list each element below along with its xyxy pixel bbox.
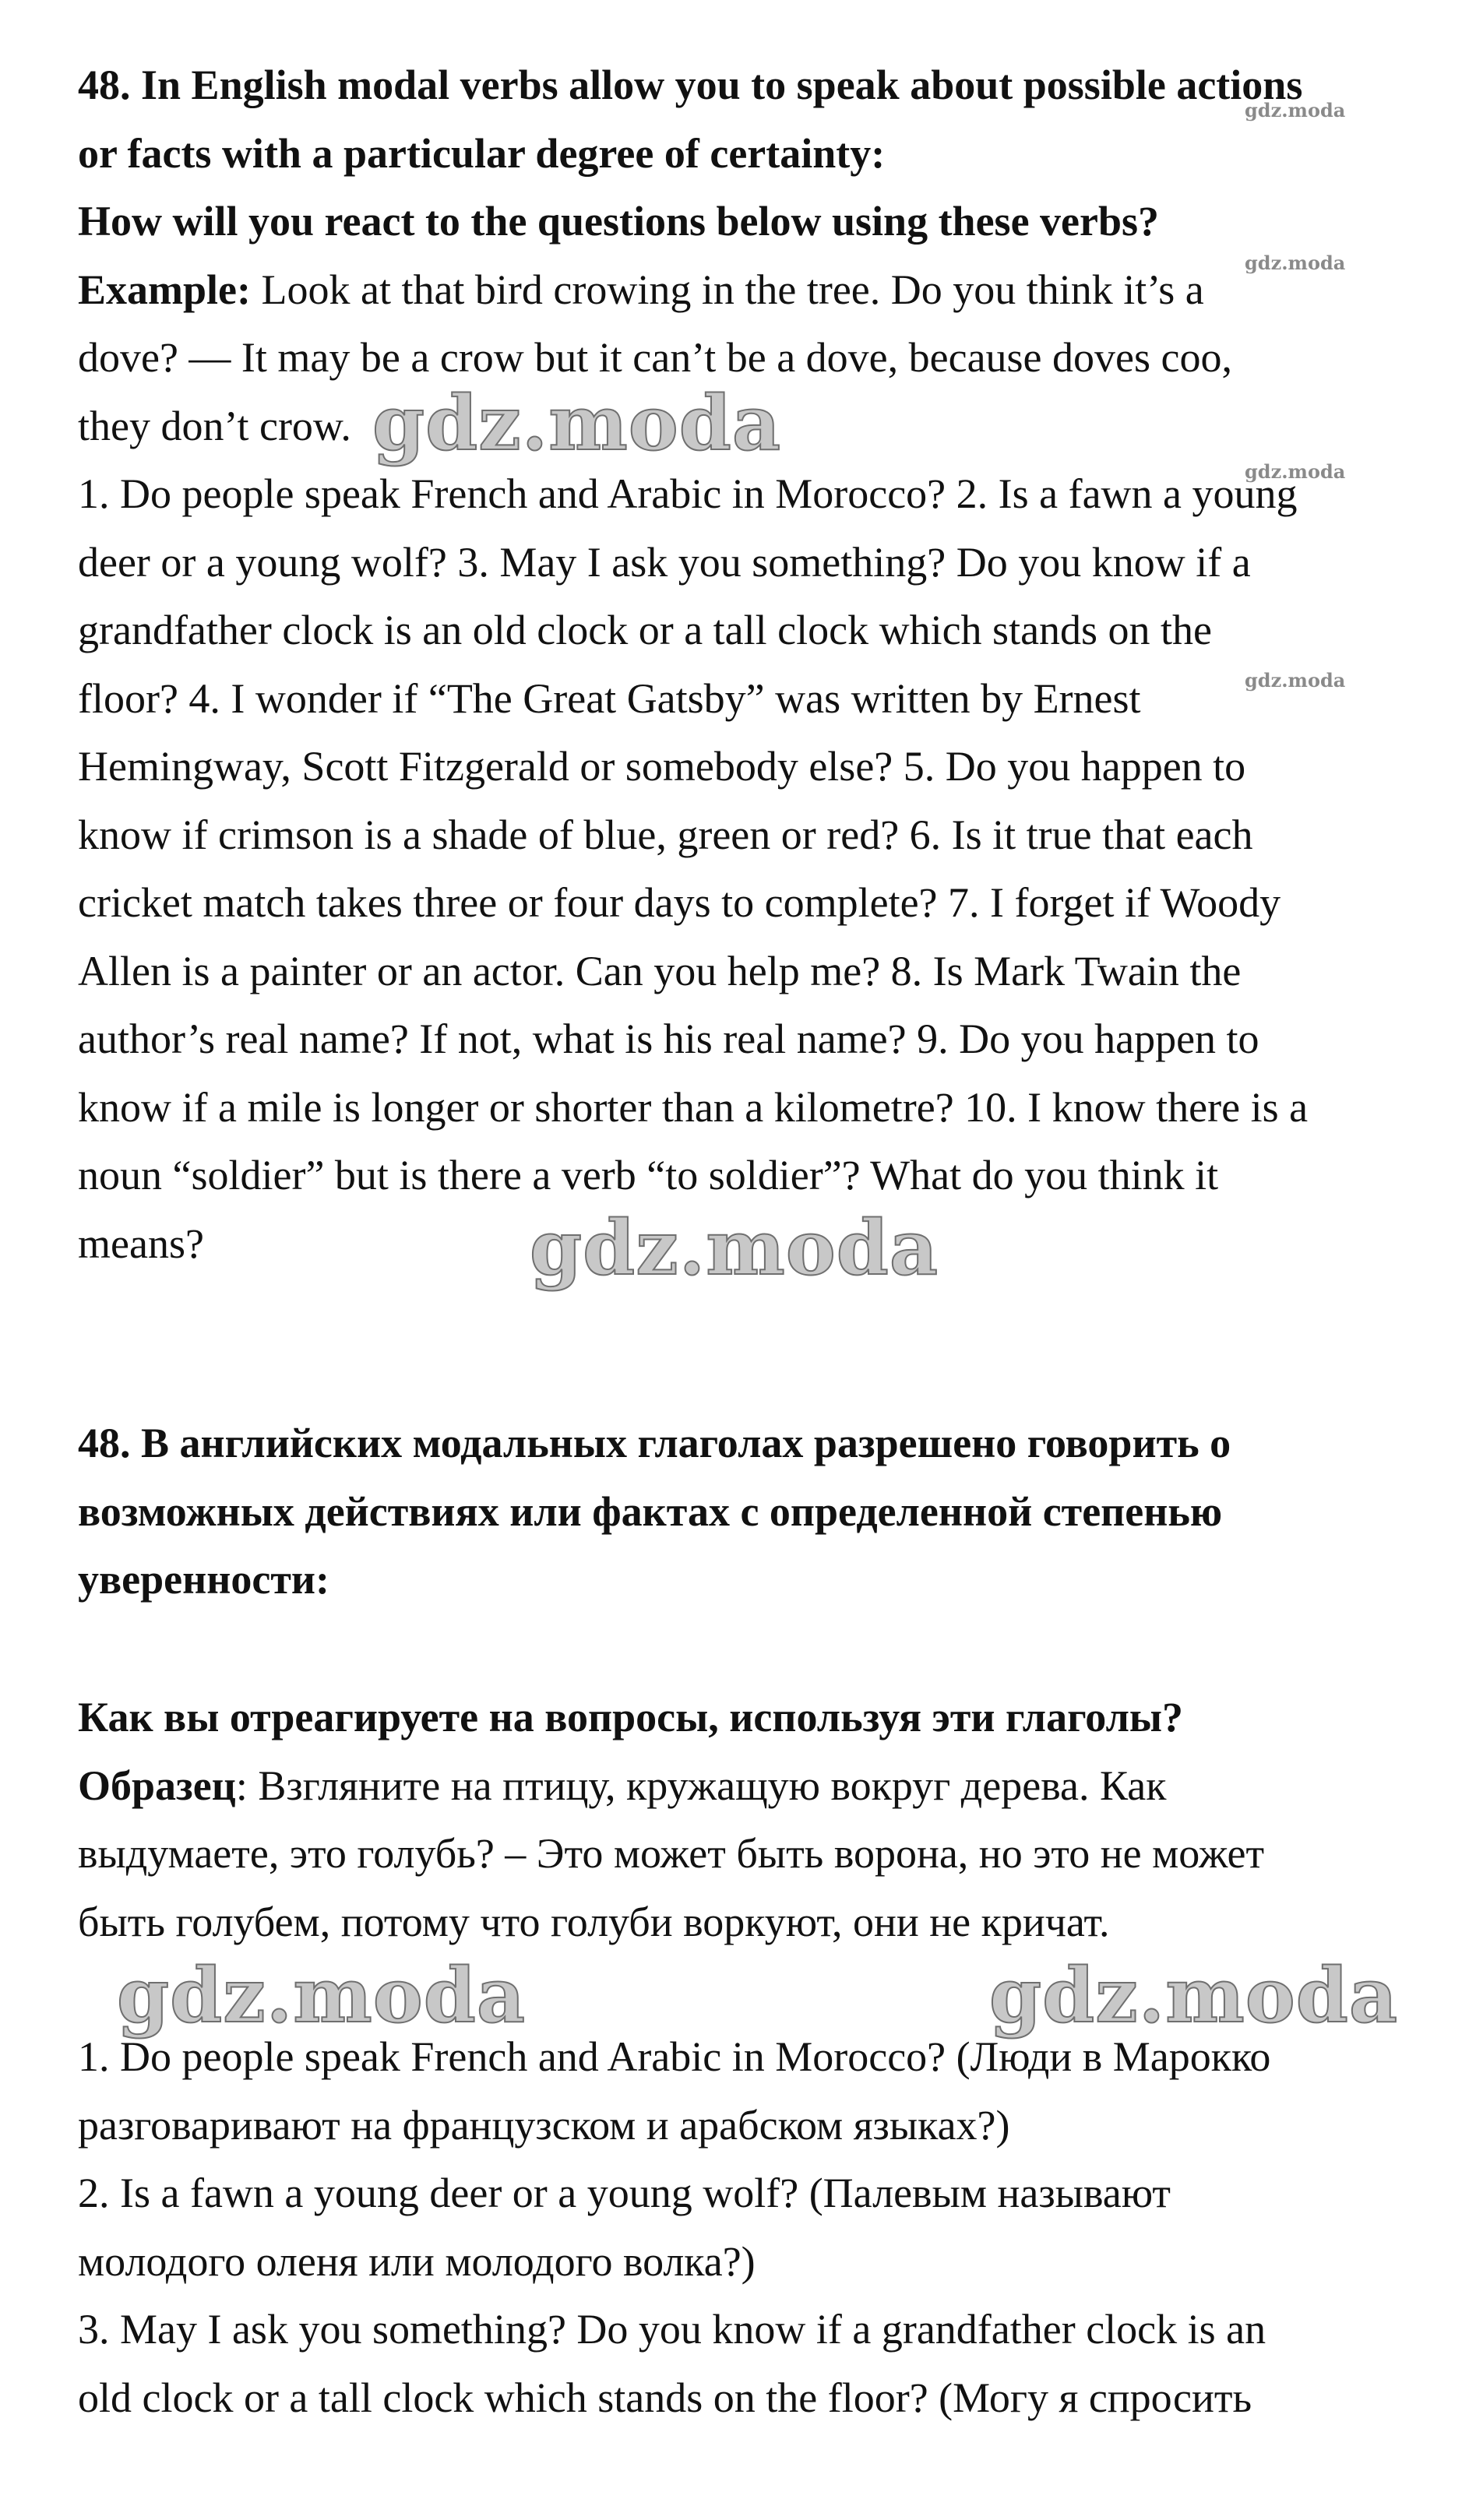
russian-section <box>78 1410 1418 1614</box>
english-questions <box>78 460 1418 1278</box>
watermark-logo: gdz.moda <box>989 1952 1399 2040</box>
example-line <box>78 1752 1418 1821</box>
question-line: know if crimson is a shade of blue, green or red? 6. Is it true that each <box>78 811 1253 858</box>
question-line: know if a mile is longer or shorter than a kilometre? 10. I know there is a <box>78 1083 1309 1131</box>
heading-line: возможных действиях или фактах с определенной степенью <box>78 1487 1223 1535</box>
question-line: Allen is a painter or an actor. Can you help me? 8. Is Mark Twain the <box>78 947 1242 994</box>
question-line: deer or a young wolf? 3. May I ask you something? Do you know if a <box>78 538 1251 586</box>
russian-example <box>78 1752 1418 1957</box>
question-line: noun “soldier” but is there a verb “to soldier”? What do you think it <box>78 1152 1219 1198</box>
question-line: author’s real name? If not, what is his real name? 9. Do you happen to <box>78 1015 1259 1062</box>
example-label: Образец <box>78 1762 236 1809</box>
example-line: быть голубем, потому что голуби воркуют, они не кричат. <box>78 1898 1110 1945</box>
question-line: grandfather clock is an old clock or a tall clock which stands on the <box>78 607 1213 653</box>
heading-line: 48. В английских модальных глаголах разрешено говорить о <box>78 1420 1231 1466</box>
russian-subsection <box>78 1684 1418 1956</box>
russian-heading <box>78 1410 1418 1614</box>
answers-text <box>78 2023 1418 2432</box>
watermark-logo: gdz.moda <box>372 379 782 467</box>
watermark-small: gdz.moda <box>1245 669 1346 692</box>
example-line: dove? — It may be a crow but it can’t be a dove, because doves coo, <box>78 334 1232 381</box>
answer-line: 1. Do people speak French and Arabic in Morocco? (Люди в Марокко <box>78 2033 1271 2080</box>
question-line: 1. Do people speak French and Arabic in Morocco? 2. Is a fawn a young <box>78 470 1298 517</box>
answer-line: old clock or a tall clock which stands on the floor? (Могу я спросить <box>78 2374 1252 2421</box>
subheading-line: Как вы отреагируете на вопросы, используя эти глаголы? <box>78 1694 1184 1740</box>
question-line: means? <box>78 1220 204 1267</box>
example-line <box>78 252 1418 325</box>
example-text: : Взгляните на птицу, кружащую вокруг дерева. Как <box>235 1762 1167 1809</box>
example-line: выдумаете, это голубь? – Это может быть ворона, но это не может <box>78 1830 1265 1877</box>
answer-line: 3. May I ask you something? Do you know if a grandfather clock is an <box>78 2306 1266 2353</box>
example-label: Example: <box>78 266 251 313</box>
question-line: Hemingway, Scott Fitzgerald or somebody else? 5. Do you happen to <box>78 743 1246 790</box>
watermark-logo: gdz.moda <box>530 1204 939 1292</box>
answer-line: 2. Is a fawn a young deer or a young wolf? (Палевым называют <box>78 2170 1171 2216</box>
english-heading <box>78 51 1418 256</box>
watermark-small: gdz.moda <box>1245 460 1346 483</box>
question-line: cricket match takes three or four days to complete? 7. I forget if Woody <box>78 879 1281 926</box>
watermark-small: gdz.moda <box>1245 99 1346 121</box>
watermark-small: gdz.moda <box>1245 252 1346 274</box>
russian-answers <box>78 2023 1418 2432</box>
english-section <box>78 51 1418 1278</box>
russian-subheading <box>78 1684 1418 1752</box>
example-text: Look at that bird crowing in the tree. Do you think it’s a <box>251 266 1204 313</box>
answer-line: разговаривают на французском и арабском языках?) <box>78 2101 1010 2149</box>
example-line: they don’t crow. <box>78 402 351 449</box>
watermark-logo: gdz.moda <box>117 1952 527 2040</box>
heading-line: 48. In English modal verbs allow you to speak about possible actions <box>78 62 1303 108</box>
heading-line: How will you react to the questions below using these verbs? <box>78 198 1160 245</box>
answer-line: молодого оленя или молодого волка?) <box>78 2237 756 2285</box>
heading-line: уверенности: <box>78 1556 329 1603</box>
question-line: floor? 4. I wonder if “The Great Gatsby” was written by Ernest <box>78 674 1141 722</box>
heading-line: or facts with a particular degree of certainty: <box>78 129 886 177</box>
